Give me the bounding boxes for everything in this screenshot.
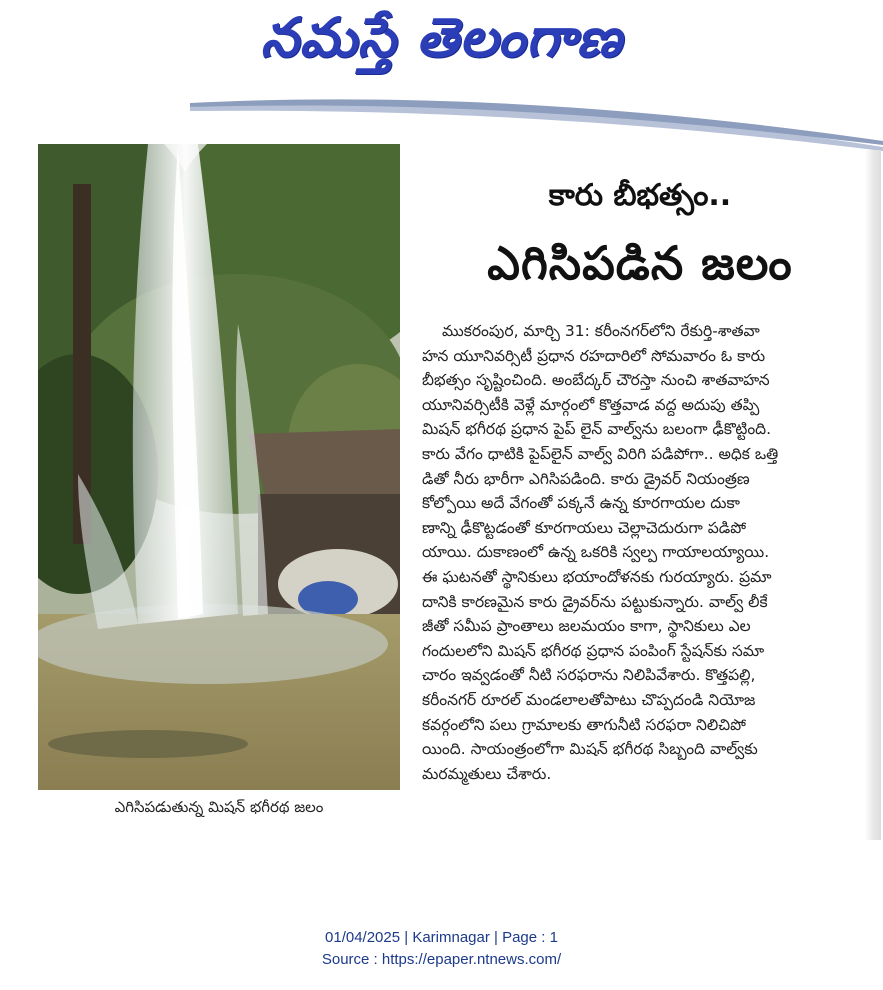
article-line: కరీంనగర్ రూరల్ మండలాలతోపాటు చొప్పదండి నియోజ bbox=[422, 690, 756, 709]
masthead bbox=[0, 0, 883, 80]
article-line: జీతో సమీప ప్రాంతాలు జలమయం కాగా, స్థానికులు ఎల bbox=[422, 617, 751, 636]
article-line: దానికి కారణమైన కారు డ్రైవర్‌ను పట్టుకున్నారు. వాల్వ్ లీకే bbox=[422, 592, 768, 611]
article-line: యింది. సాయంత్రంలోగా మిషన్ భగీరథ సిబ్బంది వాల్వ్‌కు bbox=[422, 740, 758, 759]
source-link[interactable]: Source : https://epaper.ntnews.com/ bbox=[321, 951, 562, 968]
article-line: ణాన్ని ఢీకొట్టడంతో కూరగాయలు చెల్లాచెదురుగా పడిపో bbox=[422, 518, 746, 537]
article-photo bbox=[38, 144, 400, 790]
article-line: కారు వేగం ధాటికి పైప్‌లైన్ వాల్వ్ విరిగి పడిపోగా.. అధిక ఒత్తి bbox=[422, 444, 779, 463]
article-line: యూనివర్సిటీకి వెళ్లే మార్గంలో కొత్తవాడ వద్ద అదుపు తప్పి bbox=[422, 395, 760, 414]
article-line: మరమ్మతులు చేశారు. bbox=[422, 764, 552, 783]
page-edge-shadow bbox=[865, 150, 881, 840]
article-line: కోల్పోయి అదే వేగంతో పక్కనే ఉన్న కూరగాయల దుకా bbox=[422, 494, 740, 513]
newspaper-logo: నమస్తే తెలంగాణ bbox=[260, 6, 623, 69]
article-line: కవర్గంలోని పలు గ్రామాలకు తాగునీటి సరఫరా నిలిచిపో bbox=[422, 715, 746, 734]
article-line: మిషన్ భగీరథ ప్రధాన పైప్ లైన్ వాల్వ్‌ను బలంగా ఢీకొట్టింది. bbox=[422, 420, 772, 439]
photo-caption: ఎగిసిపడుతున్న మిషన్ భగీరథ జలం bbox=[114, 798, 324, 816]
article-line: గందులలోని మిషన్ భగీరథ ప్రధాన పంపింగ్ స్టేషన్‌కు సమా bbox=[422, 641, 765, 660]
water-burst-image bbox=[38, 144, 400, 790]
article-line: ముకరంపుర, మార్చి 31: కరీంనగర్‌లోని రేకుర్తి-శాతవా bbox=[442, 322, 760, 340]
article-body bbox=[422, 319, 854, 786]
edition-info: 01/04/2025 | Karimnagar | Page : 1 bbox=[325, 929, 558, 946]
article-line: బీభత్సం సృష్టించింది. అంబేద్కర్ చౌరస్తా నుంచి శాతవాహన bbox=[422, 371, 770, 390]
article-headline: ఎగిసిపడిన జలం bbox=[487, 236, 793, 290]
article-line: చారం ఇవ్వడంతో నీటి సరఫరాను నిలిపివేశారు. కొత్తపల్లి, bbox=[422, 666, 756, 685]
epaper-footer bbox=[0, 927, 883, 971]
article-line: డితో నీరు భారీగా ఎగిసిపడింది. కారు డ్రైవర్ నియంత్రణ bbox=[422, 469, 750, 488]
article-line: హన యూనివర్సిటీ ప్రధాన రహదారిలో సోమవారం ఓ కారు bbox=[422, 346, 766, 365]
article-line: యాయి. దుకాణంలో ఉన్న ఒకరికి స్వల్ప గాయాలయ్యాయి. bbox=[422, 543, 770, 562]
article-line: ఈ ఘటనతో స్థానికులు భయాందోళనకు గురయ్యారు. ప్రమా bbox=[422, 567, 772, 586]
article-kicker: కారు బీభత్సం.. bbox=[548, 178, 732, 213]
